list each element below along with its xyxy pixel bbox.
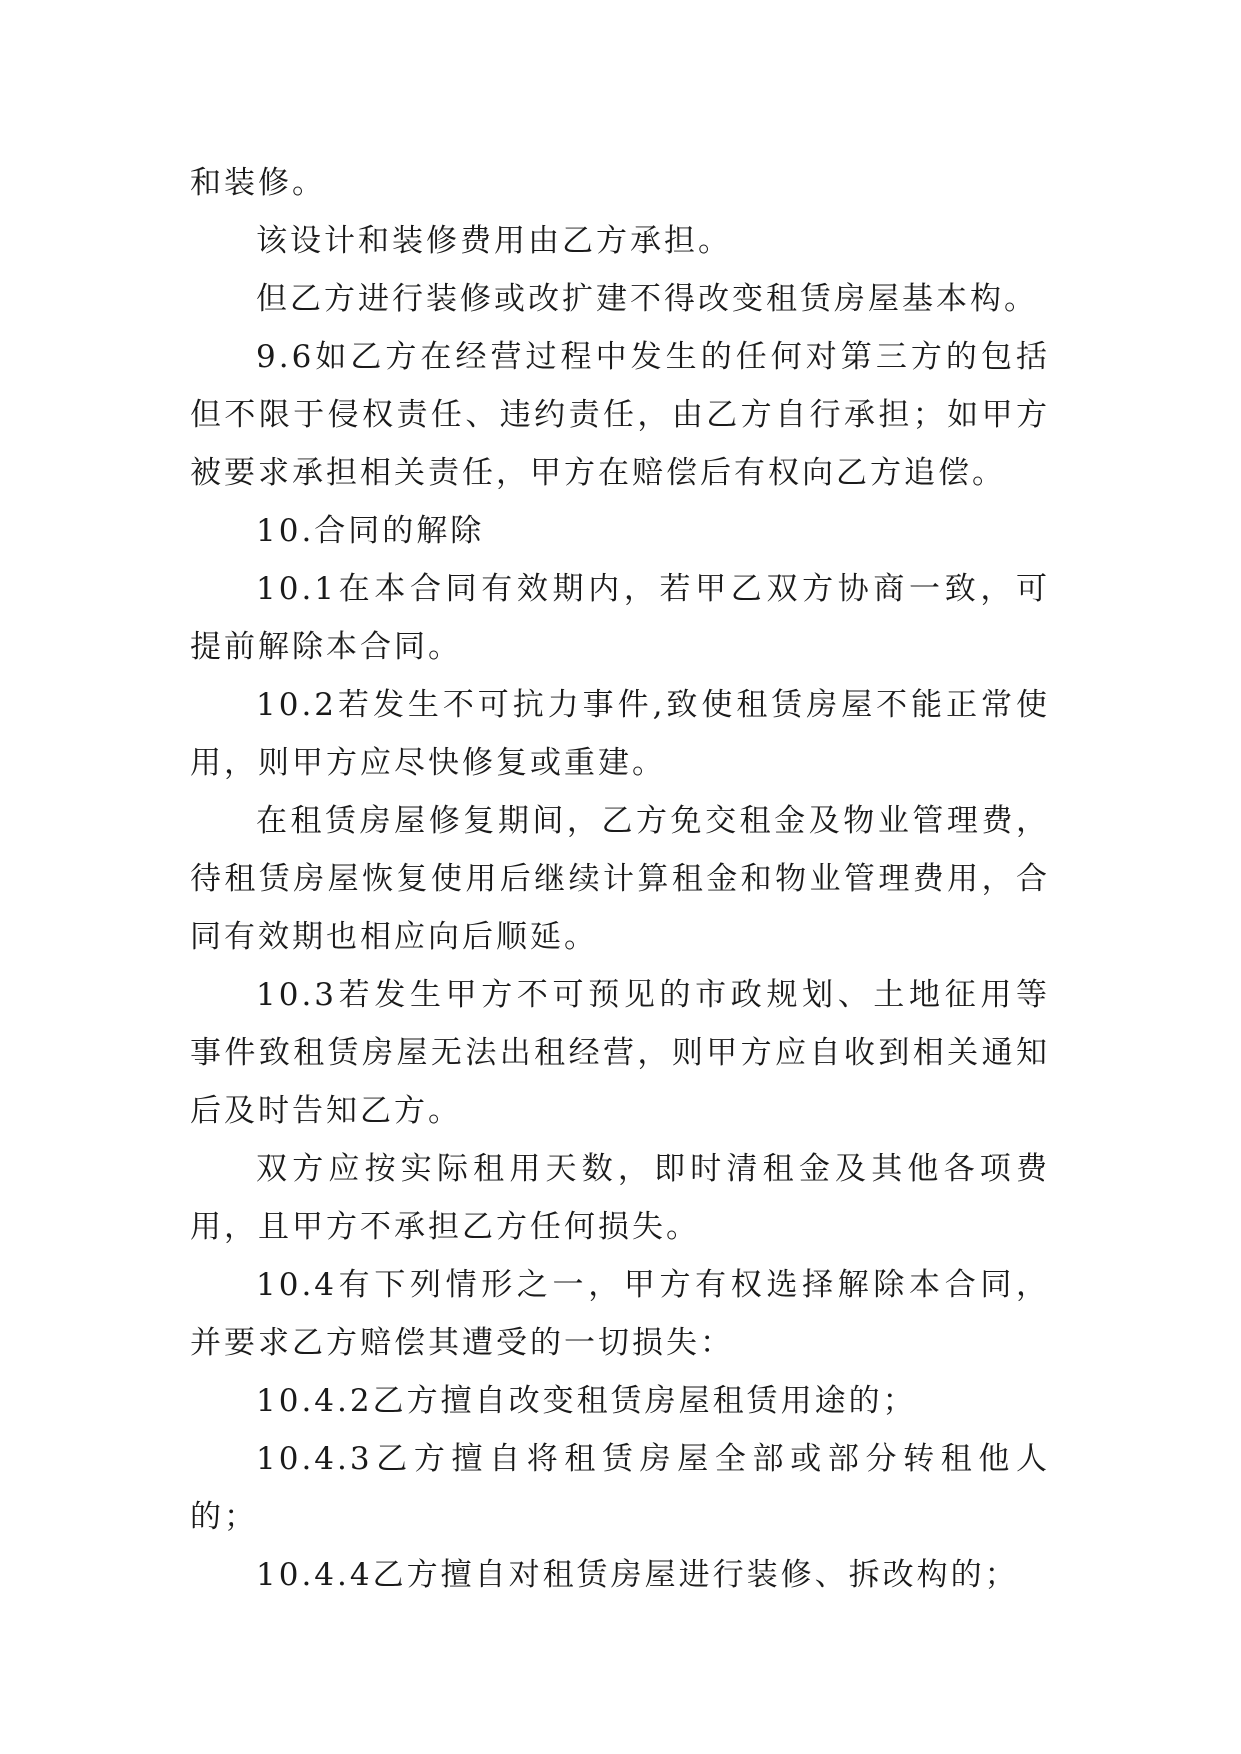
clause-10-4-3: 10.4.3乙方擅自将租赁房屋全部或部分转租他人的； (190, 1441, 1050, 1535)
clause-10-1: 10.1在本合同有效期内，若甲乙双方协商一致，可提前解除本合同。 (190, 571, 1050, 665)
clause-10-3: 10.3若发生甲方不可预见的市政规划、土地征用等事件致租赁房屋无法出租经营，则甲方应自收到相关通知后及时告知乙方。 (190, 977, 1050, 1129)
contract-body (190, 154, 1050, 1604)
paragraph-repair-period: 在租赁房屋修复期间，乙方免交租金及物业管理费，待租赁房屋恢复使用后继续计算租金和物业管理费用，合同有效期也相应向后顺延。 (190, 803, 1050, 955)
clause-10-4-4: 10.4.4乙方擅自对租赁房屋进行装修、拆改构的； (256, 1557, 1019, 1593)
clause-9-6: 9.6如乙方在经营过程中发生的任何对第三方的包括但不限于侵权责任、违约责任，由乙方自行承担；如甲方被要求承担相关责任，甲方在赔偿后有权向乙方追偿。 (190, 339, 1050, 491)
clause-10-2: 10.2若发生不可抗力事件,致使租赁房屋不能正常使用，则甲方应尽快修复或重建。 (190, 687, 1050, 781)
clause-10-4-2: 10.4.2乙方擅自改变租赁房屋租赁用途的； (256, 1383, 917, 1419)
paragraph-continuation: 和装修。 (190, 165, 326, 201)
section-heading-10: 10.合同的解除 (256, 513, 485, 549)
paragraph-settlement: 双方应按实际租用天数，即时清租金及其他各项费用，且甲方不承担乙方任何损失。 (190, 1151, 1050, 1245)
paragraph-structure-restriction: 但乙方进行装修或改扩建不得改变租赁房屋基本构。 (256, 281, 1038, 317)
clause-10-4: 10.4有下列情形之一，甲方有权选择解除本合同，并要求乙方赔偿其遭受的一切损失： (190, 1267, 1050, 1361)
paragraph-design-cost: 该设计和装修费用由乙方承担。 (256, 223, 732, 259)
